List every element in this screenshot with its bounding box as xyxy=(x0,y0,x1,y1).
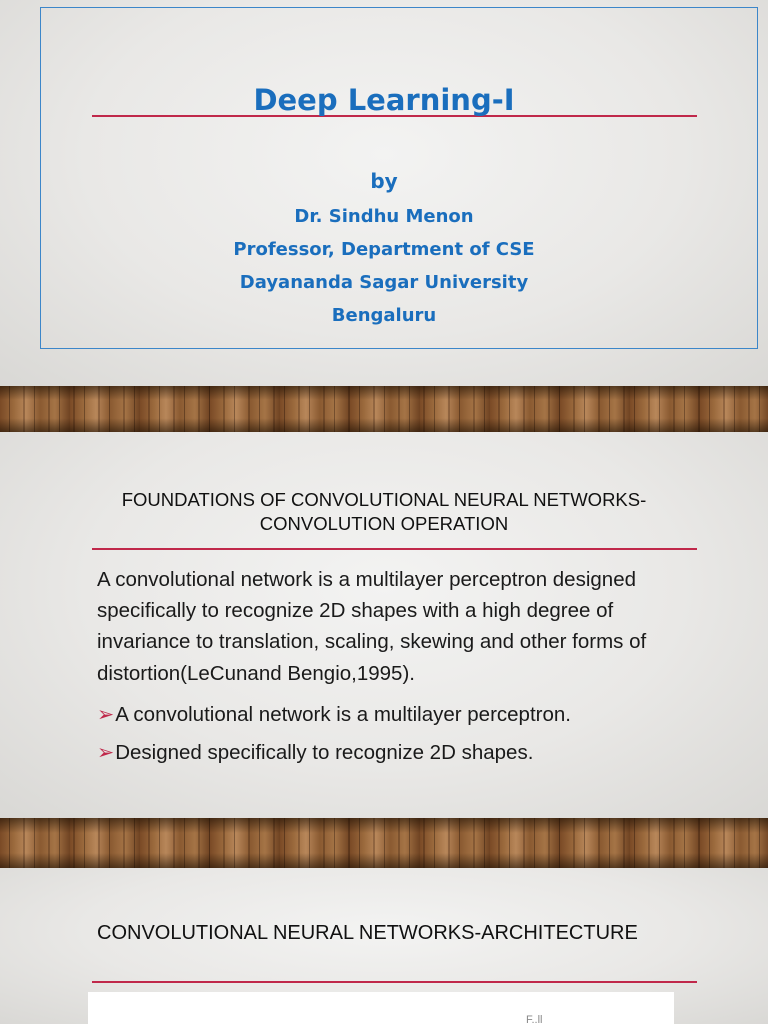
deck-title: Deep Learning-I xyxy=(253,83,515,117)
bullet-item xyxy=(97,702,571,727)
author-position: Professor, Department of CSE xyxy=(233,239,535,260)
author-city: Bengaluru xyxy=(331,305,437,326)
heading-rule xyxy=(92,981,697,983)
body-paragraph-line: specifically to recognize 2D shapes with a high degree of xyxy=(97,599,614,622)
slide-heading-line-2: CONVOLUTION OPERATION xyxy=(259,513,509,534)
body-paragraph-line: A convolutional network is a multilayer perceptron designed xyxy=(97,568,636,591)
wood-divider xyxy=(0,386,768,432)
architecture-diagram xyxy=(88,992,674,1024)
diagram-label: F..ll xyxy=(526,1014,543,1024)
arrow-bullet-icon: ➢ xyxy=(97,703,115,726)
bullet-text: A convolutional network is a multilayer perceptron. xyxy=(115,703,571,726)
wood-divider xyxy=(0,818,768,868)
by-line: by xyxy=(370,169,398,193)
body-paragraph-line: distortion(LeCunand Bengio,1995). xyxy=(97,662,415,685)
author-university: Dayananda Sagar University xyxy=(239,272,529,293)
slide-heading: CONVOLUTIONAL NEURAL NETWORKS-ARCHITECTURE xyxy=(97,922,638,944)
title-slide xyxy=(0,0,768,386)
author-name: Dr. Sindhu Menon xyxy=(294,206,474,227)
body-paragraph-line: invariance to translation, scaling, skewing and other forms of xyxy=(97,630,647,653)
heading-rule xyxy=(92,548,697,550)
slide-heading-line-1: FOUNDATIONS OF CONVOLUTIONAL NEURAL NETWORKS- xyxy=(121,489,647,510)
arrow-bullet-icon: ➢ xyxy=(97,741,115,764)
foundations-slide xyxy=(0,432,768,818)
bullet-item xyxy=(97,740,533,765)
bullet-text: Designed specifically to recognize 2D shapes. xyxy=(115,741,534,764)
architecture-slide xyxy=(0,868,768,1024)
